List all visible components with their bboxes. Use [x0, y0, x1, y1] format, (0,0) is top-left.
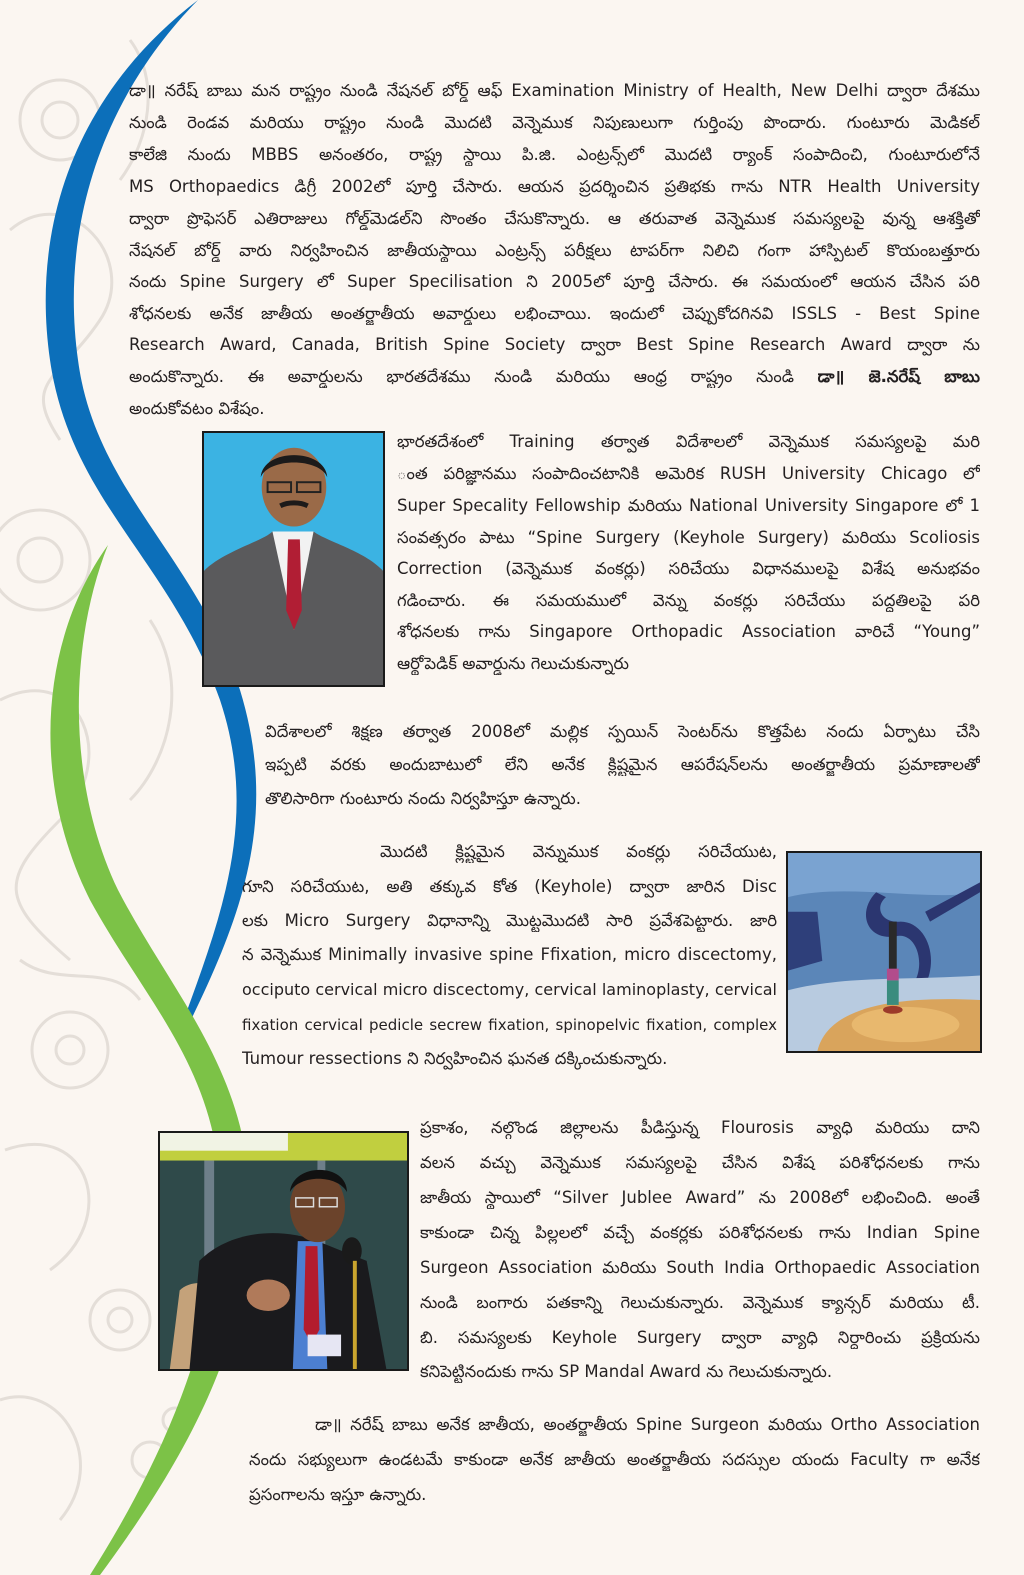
text-line: ఆర్థోపెడిక్ అవార్డును గెలుచుకున్నారు	[397, 654, 629, 673]
text-line: సంవత్సరం పాటు “Spine Surgery (Keyhole Surgery) మరియు Scoliosis	[397, 528, 980, 547]
text-line: నుండి బంగారు పతకాన్ని గెలుచుకున్నారు. వెన్నెముక క్యాన్సర్ మరియు టీ.	[420, 1293, 980, 1312]
text-line: జాతీయ స్థాయిలో “Silver Jublee Award” ను 2008లో లభించింది. అంతే	[420, 1188, 980, 1207]
text-line: కాకుండా చిన్న పిల్లలలో వచ్చే వంకర్లకు పరిశోధనలకు గాను Indian Spine	[420, 1223, 980, 1242]
text-line: Correction (వెన్నెముక వంకర్లు) సరిచేయు విధానములపై విశేష అనుభవం	[397, 559, 980, 578]
text-line: బి. సమస్యలకు Keyhole Surgery ద్వారా వ్యాధి నిర్ధారించు ప్రక్రియను	[420, 1328, 980, 1347]
text-line: న వెన్నెముక Minimally invasive spine Ffixation, micro discectomy,	[242, 945, 777, 964]
text-line: fixation cervical pedicle secrew fixation, spinopelvic fixation, complex	[242, 1016, 777, 1034]
text-line: ప్రసంగాలను ఇస్తూ ఉన్నారు.	[249, 1485, 427, 1504]
text-line: కాలేజి నుందు MBBS అనంతరం, రాష్ట్ర స్థాయి పి.జి. ఎంట్రన్స్‌లో మొదటి ర్యాంక్ సంపాదించి, గుంటూరులోనే	[129, 145, 980, 164]
text-line: ద్వారా ప్రొఫెసర్ ఎతిరాజులు గోల్డ్‌మెడల్‌ని సొంతం చేసుకొన్నారు. ఆ తరువాత వెన్నెముక సమస్యలపై వున్న ఆశక్తితో	[129, 209, 980, 228]
text-line: లకు Micro Surgery విధానాన్ని మొట్టమొదటి సారి ప్రవేశపెట్టారు. జారి	[242, 911, 777, 930]
text-line: నందు సభ్యులుగా ఉండటమే కాకుండా అనేక జాతీయ అంతర్జాతీయ సదస్సుల యందు Faculty గా అనేక	[249, 1450, 980, 1469]
text-line: తొలిసారిగా గుంటూరు నందు నిర్వహిస్తూ ఉన్నారు.	[265, 789, 581, 808]
text-line: Research Award, Canada, British Spine Society ద్వారా Best Spine Research Award ద్వారా ను	[129, 335, 980, 354]
text-line: MS Orthopaedics డిగ్రీ 2002లో పూర్తి చేసారు. ఆయన ప్రదర్శించిన ప్రతిభకు గాను NTR Health University	[129, 177, 980, 196]
text-line: కనిపెట్టినందుకు గాను SP Mandal Award ను గెలుచుకున్నారు.	[420, 1362, 833, 1381]
text-line: Surgeon Association మరియు South India Orthopaedic Association	[420, 1258, 980, 1277]
text-line: అందుకోవటం విశేషం.	[129, 399, 265, 418]
text-line: ప్రకాశం, నల్గొండ జిల్లాలను పీడిస్తున్న Flourosis వ్యాధి మరియు దాని	[420, 1118, 980, 1137]
text-line: Tumour ressections ని నిర్వహించిన ఘనత దక్కించుకున్నారు.	[242, 1049, 668, 1068]
speaking-photo	[158, 1131, 409, 1371]
text-line: ఇప్పటి వరకు అందుబాటులో లేని అనేక క్లిష్టమైన ఆపరేషన్‌లను అంతర్జాతీయ ప్రమాణాలతో	[265, 755, 980, 774]
doctor-name-bold: డా॥ జె.నరేష్ బాబు	[817, 367, 980, 386]
text-line	[129, 366, 980, 388]
text-line: విదేశాలలో శిక్షణ తర్వాత 2008లో మల్లిక స్పయిన్ సెంటర్‌ను కొత్తపేట నందు ఏర్పాటు చేసి	[265, 722, 980, 741]
text-line: డా॥ నరేష్ బాబు మన రాష్ట్రం నుండి నేషనల్ బోర్డ్ ఆఫ్ Examination Ministry of Health, New Delhi ద్వారా దేశము	[129, 81, 980, 100]
text-line: ంత పరిజ్ఞానము సంపాదించటానికి అమెరిక RUSH University Chicago లో	[397, 464, 980, 483]
text-line: Super Specality Fellowship మరియు National University Singapore లో 1	[397, 496, 980, 515]
surgery-photo	[786, 851, 982, 1053]
text-line: డా॥ నరేష్ బాబు అనేక జాతీయ, అంతర్జాతీయ Spine Surgeon మరియు Ortho Association	[315, 1415, 980, 1434]
text-line: నేషనల్ బోర్డ్ వారు నిర్వహించిన జాతీయస్థాయి ఎంట్రన్స్ పరీక్షలు టాపర్‌గా నిలిచి గంగా హాస్పిటల్ కొయంబత్తూరు	[129, 241, 980, 260]
text-line: గడించారు. ఈ సమయములో వెన్ను వంకర్లు సరిచేయు పద్ధతిలపై పరి	[397, 591, 980, 610]
text-line: భారతదేశంలో Training తర్వాత విదేశాలలో వెన్నెముక సమస్యలపై మరి	[397, 432, 980, 451]
text-line: నందు Spine Surgery లో Super Specilisation ని 2005లో పూర్తి చేసారు. ఈ సమయంలో ఆయన చేసిన పరి	[129, 272, 980, 291]
text-line: మొదటి క్లిష్టమైన వెన్నుముక వంకర్లు సరిచేయుట,	[380, 842, 777, 861]
text-line: వలన వచ్చు వెన్నెముక సమస్యలపై చేసిన విశేష పరిశోధనలకు గాను	[420, 1153, 980, 1172]
portrait-photo	[202, 431, 385, 687]
text-line: నుండి రెండవ మరియు రాష్ట్రం నుండి మొదటి వెన్నెముక నిపుణులుగా గుర్తింపు పొందారు. గుంటూరు మెడికల్	[129, 113, 980, 132]
text-segment: అందుకొన్నారు. ఈ అవార్డులను భారతదేశము నుండి మరియు ఆంధ్ర రాష్ట్రం నుండి	[129, 367, 818, 386]
text-line: occiputo cervical micro discectomy, cervical laminoplasty, cervical	[242, 980, 777, 999]
text-line: శోధనలకు అనేక జాతీయ అంతర్జాతీయ అవార్డులు లభించాయి. ఇందులో చెప్పుకోదగినవి ISSLS - Best Spine	[129, 304, 980, 323]
text-line: శోధనలకు గాను Singapore Orthopadic Association వారిచే “Young”	[397, 622, 980, 641]
text-line: గూని సరిచేయుట, అతి తక్కువ కోత (Keyhole) ద్వారా జారిన Disc	[242, 877, 777, 896]
